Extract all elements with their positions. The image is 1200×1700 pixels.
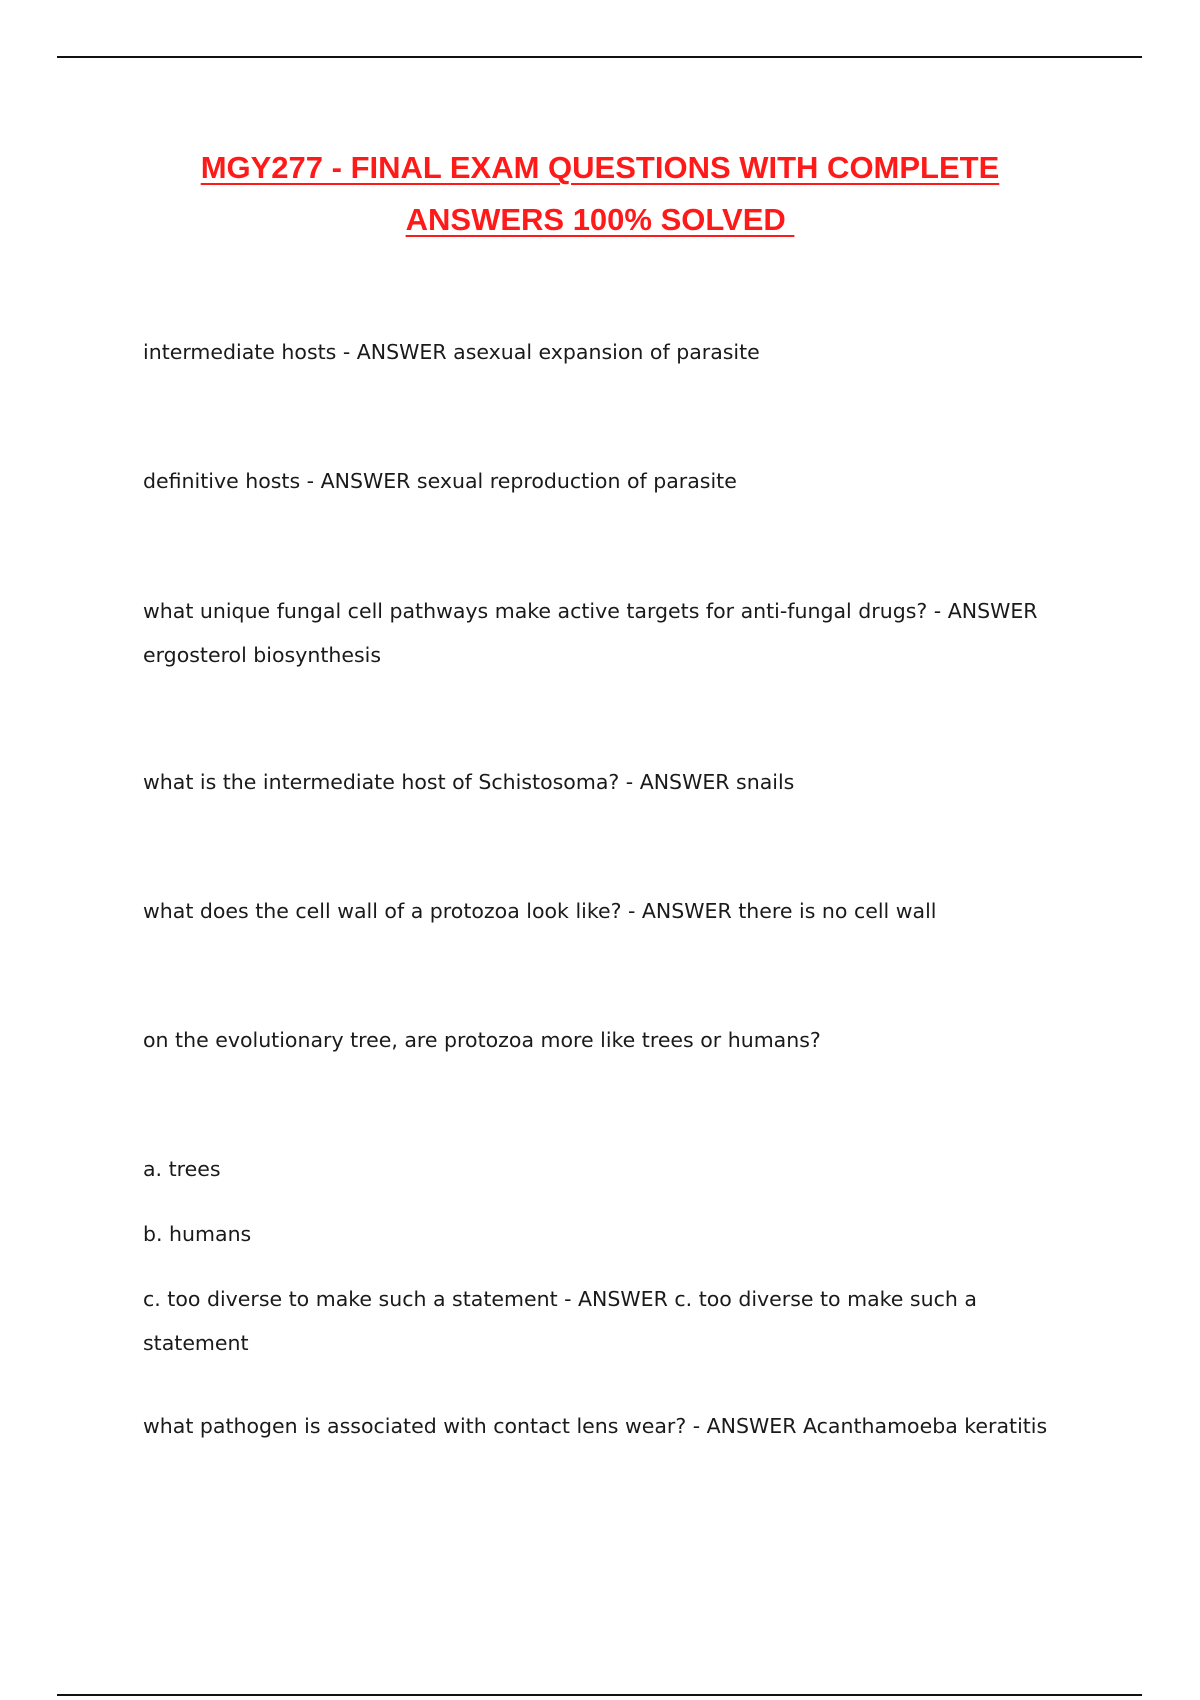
qa-item-protozoa-cell-wall: what does the cell wall of a protozoa look like? - ANSWER there is no cell wall bbox=[143, 899, 937, 923]
qa-item-definitive-hosts: definitive hosts - ANSWER sexual reproduction of parasite bbox=[143, 469, 737, 493]
qa-item-evolutionary-tree: on the evolutionary tree, are protozoa more like trees or humans? bbox=[143, 1028, 821, 1052]
header-rule bbox=[57, 56, 1142, 58]
qa-option-b: b. humans bbox=[143, 1222, 252, 1246]
qa-item-contact-lens-pathogen: what pathogen is associated with contact lens wear? - ANSWER Acanthamoeba keratitis bbox=[143, 1414, 1048, 1438]
title-line-1: MGY277 - FINAL EXAM QUESTIONS WITH COMPLETE bbox=[200, 150, 1000, 185]
qa-item-antifungal-targets bbox=[143, 589, 1083, 677]
footer-rule bbox=[57, 1694, 1142, 1696]
qa-item-schistosoma-host: what is the intermediate host of Schistosoma? - ANSWER snails bbox=[143, 770, 795, 794]
title-line-2: ANSWERS 100% SOLVED bbox=[405, 202, 795, 237]
document-title bbox=[0, 142, 1200, 246]
qa-item-antifungal-line-2: ergosterol biosynthesis bbox=[143, 643, 382, 667]
qa-option-a: a. trees bbox=[143, 1157, 221, 1181]
qa-option-c: c. too diverse to make such a statement - ANSWER c. too diverse to make such a statement bbox=[143, 1287, 977, 1355]
qa-item-antifungal-line-1: what unique fungal cell pathways make active targets for anti-fungal drugs? - ANSWER bbox=[143, 599, 1038, 623]
qa-item-intermediate-hosts: intermediate hosts - ANSWER asexual expansion of parasite bbox=[143, 340, 760, 364]
